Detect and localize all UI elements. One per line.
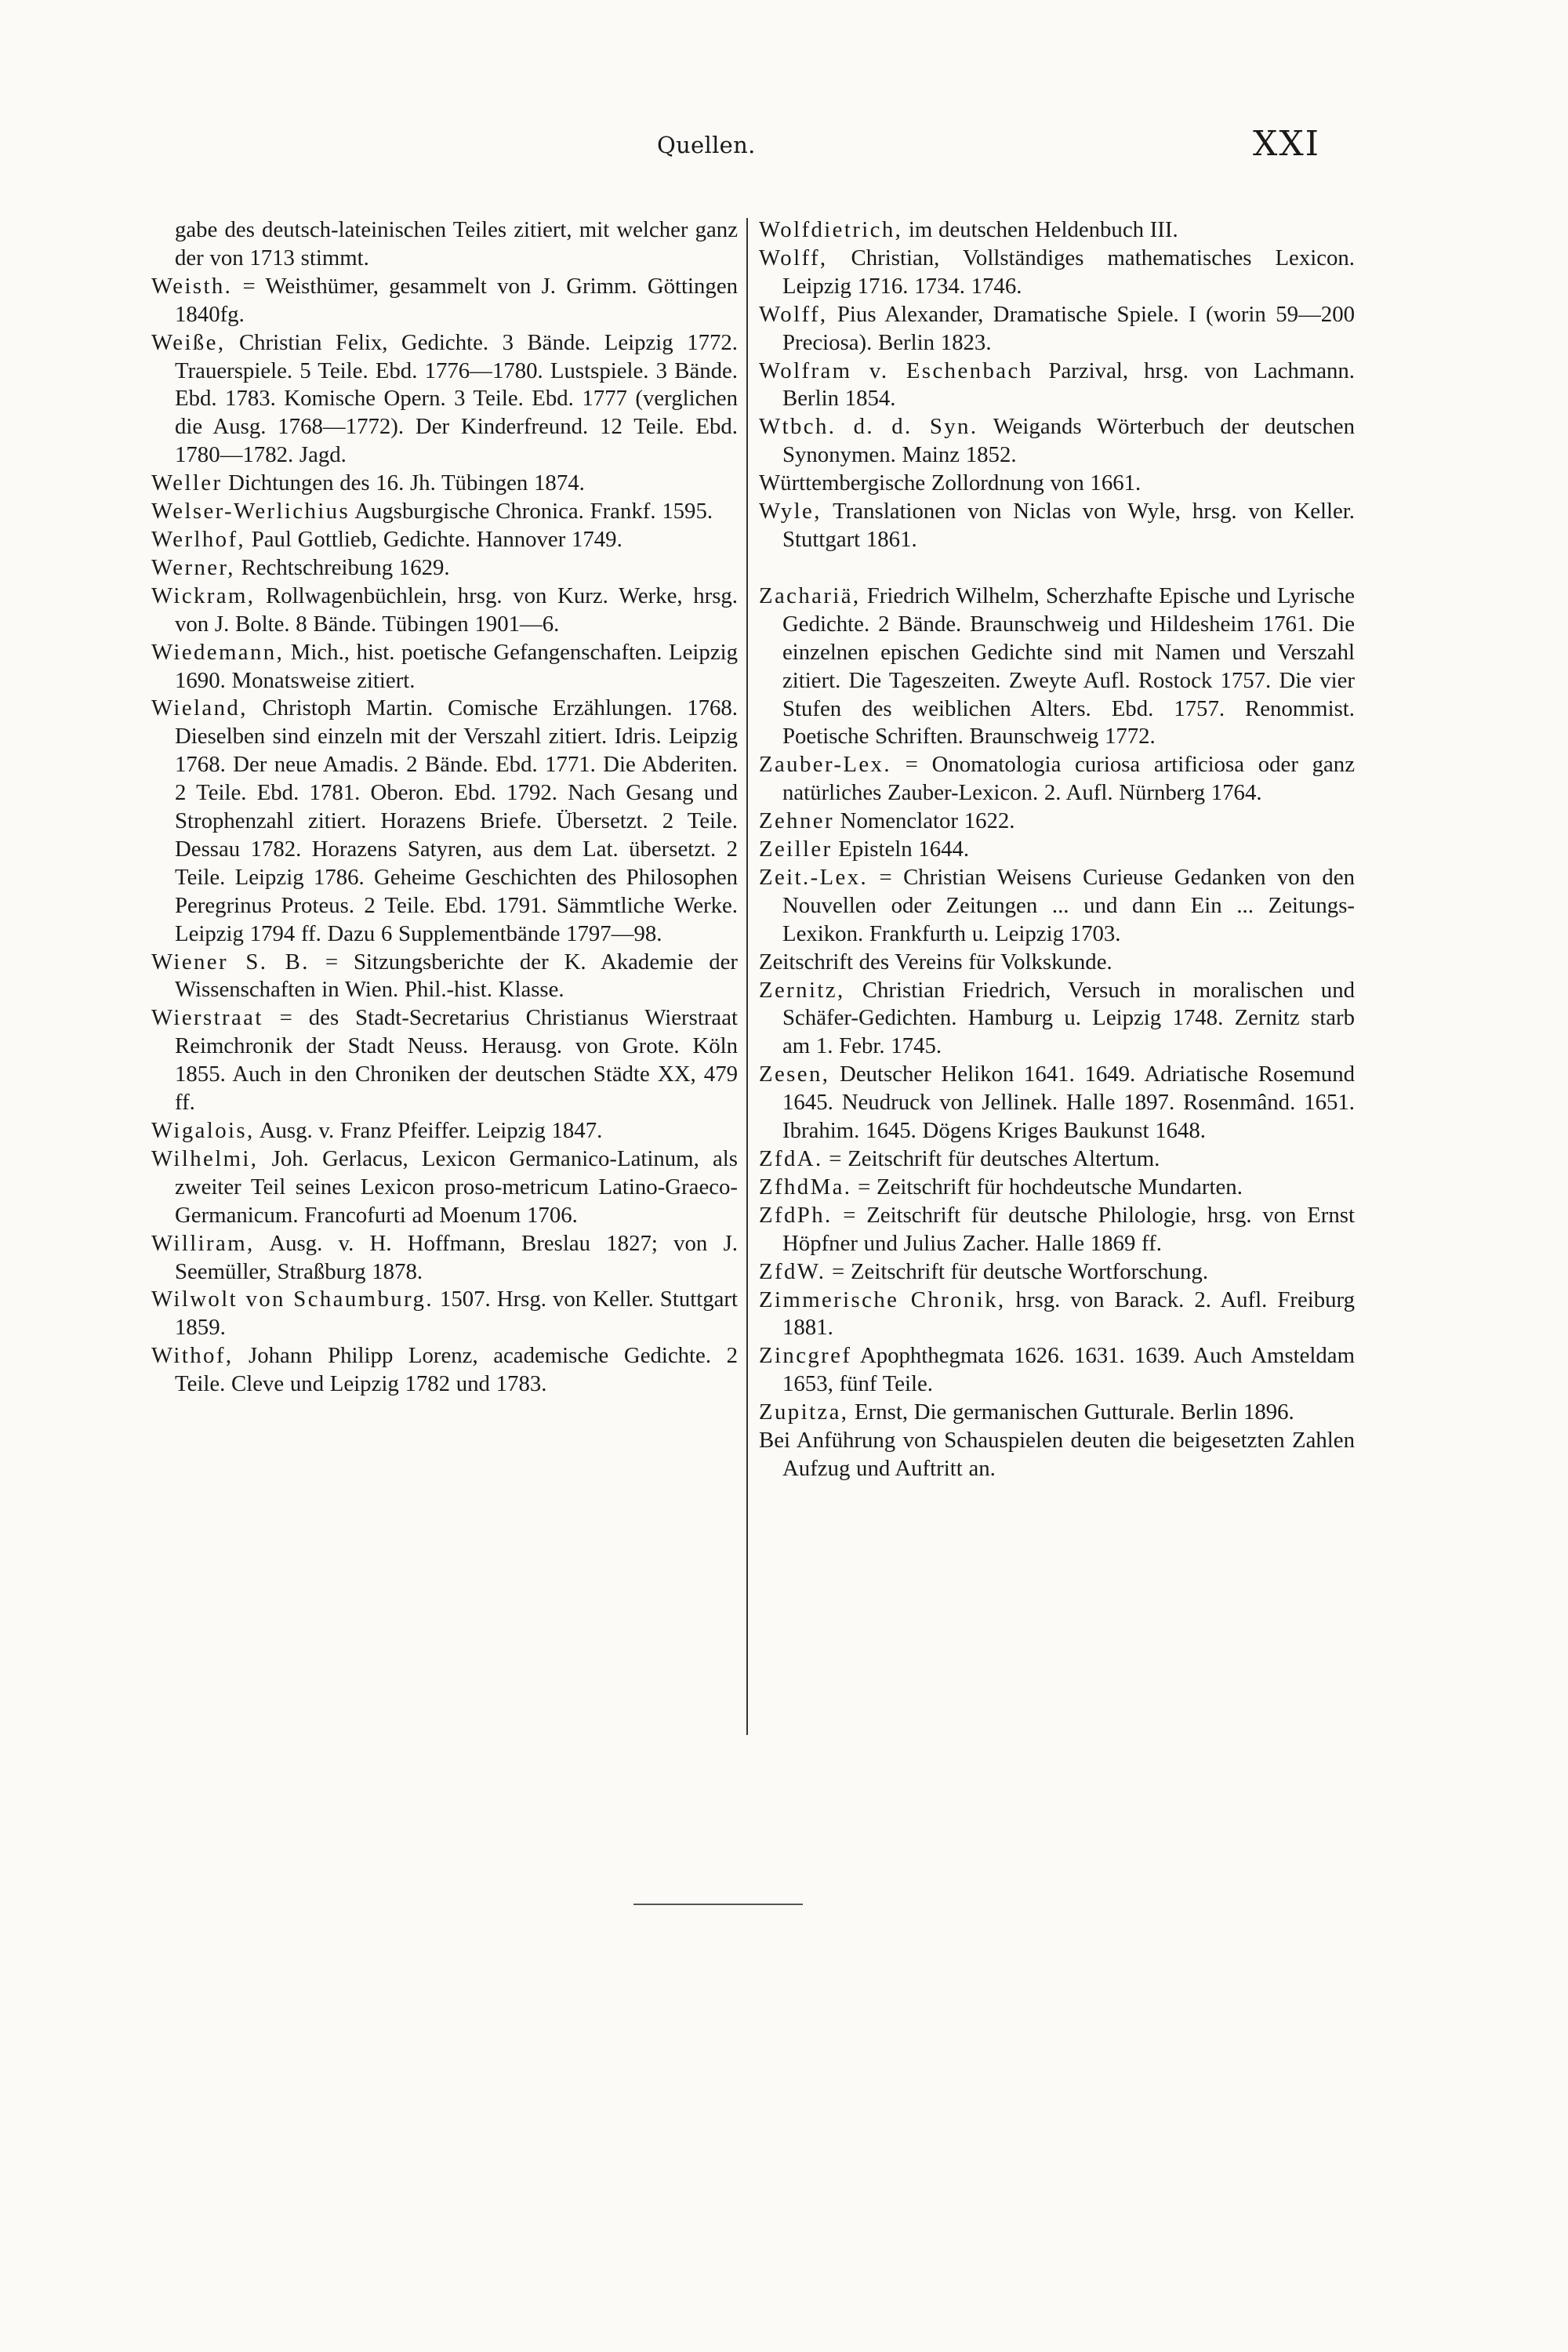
entry-lemma: Zachariä, — [759, 583, 861, 608]
entry-text: 1507. Hrsg. von Keller. Stuttgart 1859. — [175, 1287, 738, 1341]
bibliography-entry — [151, 1230, 738, 1287]
entry-text: Ausg. v. Franz Pfeiffer. Leipzig 1847. — [254, 1118, 603, 1143]
bibliography-entry — [759, 301, 1355, 358]
entry-lemma: Wierstraat — [151, 1005, 263, 1031]
entry-lemma: ZfdA. — [759, 1146, 823, 1171]
bibliography-entry — [151, 273, 738, 329]
bibliography-entry — [759, 1258, 1355, 1287]
bibliography-entry — [151, 949, 738, 1005]
entry-text: Parzival, hrsg. von Lachmann. Berlin 1854. — [782, 358, 1355, 412]
entry-text: Mich., hist. poetische Gefangenschaften. Leipzig 1690. Monatsweise zitiert. — [175, 639, 738, 693]
entry-text: Friedrich Wilhelm, Scherzhafte Epische und Lyrische Gedichte. 2 Bände. Braunschweig und Hildesheim 1761. Die einzelnen epischen Gedichte sind mit Namen und Verszahl zitiert. Die Tageszeiten. Zweyte Aufl. Rostock 1757. Die vier Stufen des weiblichen Alters. Ebd. 1757. Renommist. Poetische Schriften. Braunschweig 1772. — [782, 583, 1355, 750]
bibliography-entry — [151, 526, 738, 554]
entry-text: im deutschen Heldenbuch III. — [902, 217, 1178, 242]
entry-text: = Zeitschrift für deutsche Philologie, hrsg. von Ernst Höpfner und Julius Zacher. Halle 1869 ff. — [782, 1202, 1355, 1256]
entry-text: Johann Philipp Lorenz, academische Gedichte. 2 Teile. Cleve und Leipzig 1782 und 1783. — [175, 1343, 738, 1397]
entry-lemma: Zernitz, — [759, 977, 845, 1003]
entry-text: Episteln 1644. — [832, 837, 970, 862]
entry-lemma: ZfhdMa. — [759, 1174, 852, 1200]
entry-lemma: Wolff, — [759, 245, 828, 270]
bibliography-entry — [759, 808, 1355, 836]
entry-text: Paul Gottlieb, Gedichte. Hannover 1749. — [245, 526, 622, 552]
bibliography-entry — [151, 1342, 738, 1399]
bibliography-entry — [151, 470, 738, 498]
bibliography-entry — [151, 498, 738, 526]
entry-text: = Weisthümer, gesammelt von J. Grimm. Göttingen 1840fg. — [175, 273, 738, 327]
bibliography-entry — [759, 864, 1355, 949]
entry-lemma: Zauber-Lex. — [759, 752, 891, 778]
page-number: XXI — [1253, 124, 1321, 164]
entry-lemma: ZfdPh. — [759, 1202, 833, 1228]
entry-lemma: Wiener S. B. — [151, 949, 310, 975]
entry-lemma: Wigalois, — [151, 1118, 255, 1143]
entry-text: Württembergische Zollordnung von 1661. — [759, 470, 1142, 496]
entry-text: = Zeitschrift für deutsche Wortforschung. — [826, 1258, 1209, 1284]
entry-text: = Christian Weisens Curieuse Gedanken von den Nouvellen oder Zeitungen ... und dann Ein ... Zeitungs-Lexikon. Frankfurth u. Leipzig 1703. — [782, 864, 1355, 946]
entry-text: Weigands Wörterbuch der deutschen Synonymen. Mainz 1852. — [782, 414, 1355, 468]
entry-text: gabe des deutsch-lateinischen Teiles zitiert, mit welcher ganz der von 1713 stimmt. — [175, 217, 738, 270]
entry-text: Christian, Vollständiges mathematisches Lexicon. Leipzig 1716. 1734. 1746. — [782, 245, 1355, 299]
entry-lemma: Zupitza, — [759, 1399, 849, 1425]
entry-lemma: Zeit.-Lex. — [759, 864, 869, 890]
entry-text: = des Stadt-Secretarius Christianus Wierstraat Reimchronik der Stadt Neuss. Herausg. von Grote. Köln 1855. Auch in den Chroniken der deutschen Städte XX, 479 ff. — [175, 1005, 738, 1116]
entry-lemma: Wilwolt von Schaumburg. — [151, 1287, 434, 1312]
bibliography-entry — [759, 413, 1355, 470]
entry-lemma: Werlhof, — [151, 526, 246, 552]
bibliography-entry — [759, 1427, 1355, 1483]
column-divider — [746, 218, 748, 1735]
entry-lemma: Wolfram v. Eschenbach — [759, 358, 1033, 383]
entry-lemma: Werner, — [151, 554, 235, 580]
bibliography-entry — [759, 836, 1355, 864]
bibliography-entry — [759, 498, 1355, 554]
bibliography-entry — [759, 977, 1355, 1062]
bibliography-entry — [759, 949, 1355, 977]
entry-text: Dichtungen des 16. Jh. Tübingen 1874. — [222, 470, 585, 496]
entry-lemma: Williram, — [151, 1230, 255, 1256]
entry-text: Deutscher Helikon 1641. 1649. Adriatische Rosemund 1645. Neudruck von Jellinek. Halle 1897. Rosenmând. 1651. Ibrahim. 1645. Dögens Kriges Baukunst 1648. — [782, 1062, 1355, 1144]
entry-lemma: Wolfdietrich, — [759, 217, 903, 242]
entry-text: Joh. Gerlacus, Lexicon Germanico-Latinum, als zweiter Teil seines Lexicon proso-metricum Latino-Graeco-Germanicum. Francofurti ad Moenum 1706. — [175, 1145, 738, 1228]
entry-lemma: Wilhelmi, — [151, 1145, 259, 1171]
left-column — [151, 216, 738, 1399]
entry-lemma: Wiedemann, — [151, 639, 285, 665]
bibliography-entry — [151, 1004, 738, 1117]
bibliography-entry — [759, 245, 1355, 301]
entry-text: = Onomatologia curiosa artificiosa oder ganz natürliches Zauber-Lexicon. 2. Aufl. Nürnberg 1764. — [782, 752, 1355, 806]
bibliography-entry — [759, 1342, 1355, 1399]
entry-lemma: Zesen, — [759, 1062, 830, 1087]
bibliography-entry — [151, 1145, 738, 1230]
entry-text: Bei Anführung von Schauspielen deuten die beigesetzten Zahlen Aufzug und Auftritt an. — [759, 1428, 1355, 1481]
entry-text: = Zeitschrift für deutsches Altertum. — [822, 1146, 1160, 1171]
bibliography-entry — [151, 216, 738, 273]
bibliography-entry — [151, 554, 738, 583]
bibliography-entry — [759, 751, 1355, 808]
entry-text: = Sitzungsberichte der K. Akademie der Wissenschaften in Wien. Phil.-hist. Klasse. — [175, 949, 738, 1003]
entry-text: Christian Felix, Gedichte. 3 Bände. Leipzig 1772. Trauerspiele. 5 Teile. Ebd. 1776—1780. Lustspiele. 3 Bände. Ebd. 1783. Komische Opern. 3 Teile. Ebd. 1777 (verglichen die Ausg. 1768—1772). Der Kinderfreund. 12 Teile. Ebd. 1780—1782. Jagd. — [175, 329, 738, 468]
entry-text: Zeitschrift des Vereins für Volkskunde. — [759, 949, 1112, 975]
bibliography-entry — [151, 1117, 738, 1145]
entry-text: Christian Friedrich, Versuch in moralischen und Schäfer-Gedichten. Hamburg u. Leipzig 1748. Zernitz starb am 1. Febr. 1745. — [782, 977, 1355, 1059]
entry-text: = Zeitschrift für hochdeutsche Mundarten. — [851, 1174, 1243, 1200]
running-head-title: Quellen. — [657, 132, 756, 158]
entry-lemma: Weller — [151, 470, 223, 496]
entry-lemma: Wickram, — [151, 583, 256, 608]
entry-lemma: Wyle, — [759, 499, 822, 524]
right-column — [759, 216, 1355, 1483]
bibliography-entry — [759, 1145, 1355, 1174]
bibliography-entry — [759, 358, 1355, 414]
bibliography-entry — [759, 470, 1355, 498]
bibliography-entry — [151, 329, 738, 470]
bibliography-entry — [759, 1202, 1355, 1258]
entry-lemma: Weisth. — [151, 273, 233, 299]
bibliography-entry — [759, 1174, 1355, 1202]
entry-text: Translationen von Niclas von Wyle, hrsg. von Keller. Stuttgart 1861. — [782, 499, 1355, 552]
entry-lemma: ZfdW. — [759, 1258, 826, 1284]
entry-text: Pius Alexander, Dramatische Spiele. I (worin 59—200 Preciosa). Berlin 1823. — [782, 301, 1355, 355]
bibliography-entry — [151, 1286, 738, 1342]
bibliography-entry — [759, 216, 1355, 245]
entry-text: Ernst, Die germanischen Gutturale. Berlin 1896. — [848, 1399, 1294, 1425]
entry-lemma: Zehner — [759, 808, 834, 834]
bibliography-entry — [759, 1399, 1355, 1427]
entry-lemma: Weiße, — [151, 329, 226, 355]
entry-text: hrsg. von Barack. 2. Aufl. Freiburg 1881. — [782, 1287, 1356, 1341]
entry-text: Rollwagenbüchlein, hrsg. von Kurz. Werke, hrsg. von J. Bolte. 8 Bände. Tübingen 1901—6. — [175, 583, 738, 637]
entry-lemma: Wtbch. d. d. Syn. — [759, 414, 978, 440]
entry-lemma: Zeiller — [759, 837, 833, 862]
entry-lemma: Withof, — [151, 1343, 234, 1369]
entry-text: Rechtschreibung 1629. — [234, 554, 450, 580]
entry-text: Augsburgische Chronica. Frankf. 1595. — [350, 499, 713, 524]
entry-text: Christoph Martin. Comische Erzählungen. 1768. Dieselben sind einzeln mit der Verszahl zitiert. Idris. Leipzig 1768. Der neue Amadis. 2 Bände. Ebd. 1771. Die Abderiten. 2 Teile. Ebd. 1781. Oberon. Ebd. 1792. Nach Gesang und Strophenzahl zitiert. Horazens Briefe. Übersetzt. 2 Teile. Dessau 1782. Horazens Satyren, aus dem Lat. übersetzt. 2 Teile. Leipzig 1786. Geheime Geschichten des Philosophen Peregrinus Proteus. 2 Teile. Ebd. 1791. Sämmtliche Werke. Leipzig 1794 ff. Dazu 6 Supplementbände 1797—98. — [175, 695, 738, 946]
entry-lemma: Wolff, — [759, 301, 828, 327]
bibliography-entry — [151, 583, 738, 639]
bibliography-entry — [759, 1061, 1355, 1145]
bibliography-entry — [151, 639, 738, 695]
entry-lemma: Welser-Werlichius — [151, 499, 350, 524]
entry-text: Ausg. v. H. Hoffmann, Breslau 1827; von J. Seemüller, Straßburg 1878. — [175, 1230, 738, 1284]
entry-lemma: Zincgref — [759, 1343, 852, 1369]
bibliography-entry — [759, 583, 1355, 751]
entry-lemma: Zimmerische Chronik, — [759, 1287, 1006, 1312]
bibliography-entry — [151, 695, 738, 948]
entry-lemma: Wieland, — [151, 695, 248, 721]
bibliography-entry — [759, 1287, 1355, 1343]
end-rule — [633, 1904, 803, 1905]
entry-text: Nomenclator 1622. — [833, 808, 1015, 834]
entry-text: Apophthegmata 1626. 1631. 1639. Auch Amsteldam 1653, fünf Teile. — [782, 1343, 1355, 1397]
